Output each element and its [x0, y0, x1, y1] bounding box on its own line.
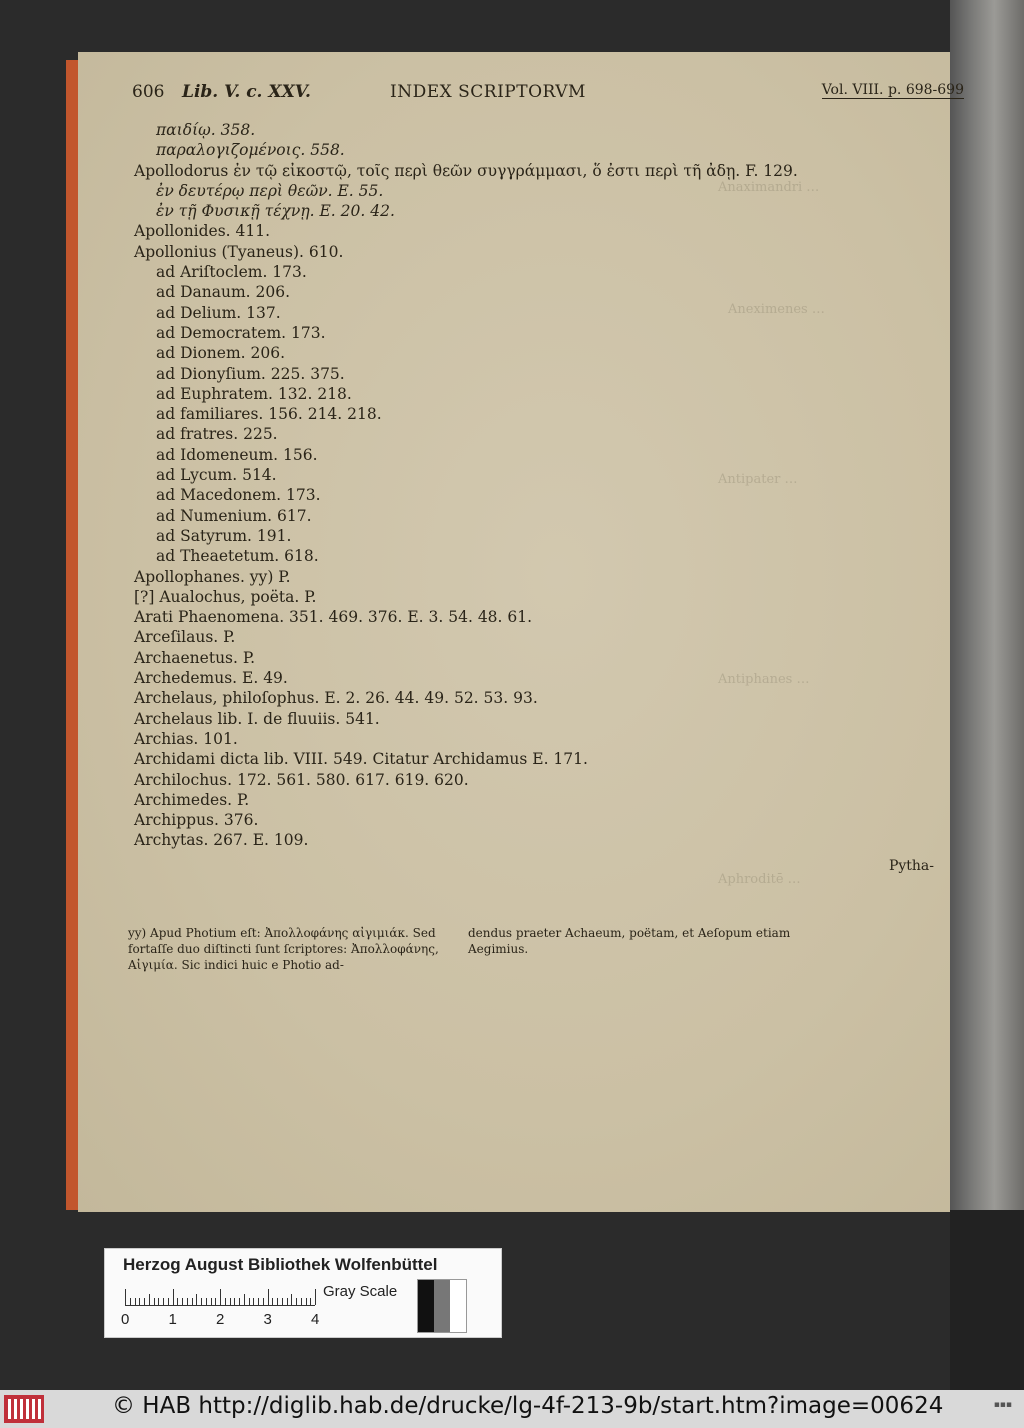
index-entry: ad fratres. 225.: [156, 425, 278, 444]
ruler-tick: [163, 1298, 164, 1305]
index-entry: ad Dionem. 206.: [156, 344, 286, 363]
index-entry: Archippus. 376.: [134, 811, 259, 830]
index-entry: Archidami dicta lib. VIII. 549. Citatur Archidamus E. 171.: [134, 750, 588, 769]
ruler-tick: [244, 1294, 245, 1305]
library-color-label: [104, 1248, 502, 1338]
ruler-tick: [211, 1298, 212, 1305]
index-entry: ad Democratem. 173.: [156, 323, 326, 342]
gray-scale-patch: [417, 1279, 467, 1333]
ruler-tick: [253, 1298, 254, 1305]
index-entry: ad Euphratem. 132. 218.: [156, 384, 352, 403]
ruler-tick: [154, 1298, 155, 1305]
ruler-number: 0: [121, 1311, 130, 1328]
index-entry: ad Satyrum. 191.: [156, 526, 292, 545]
catchword: Pytha-: [888, 858, 934, 874]
ruler-tick: [263, 1298, 264, 1305]
index-entry: ad Macedonem. 173.: [156, 486, 321, 505]
index-entry: ἐν δευτέρῳ περὶ θεῶν. E. 55.: [156, 181, 384, 200]
index-entry: Apollodorus ἐν τῷ εἰκοστῷ, τοῖς περὶ θεῶν συγγράμμασι, ὅ ἐστι περὶ τῆ ἀδῃ. F. 129.: [134, 161, 798, 180]
ruler-tick: [268, 1289, 269, 1305]
ruler-tick: [196, 1294, 197, 1305]
ruler-number: 3: [263, 1311, 272, 1328]
index-entry: ad Dionyſium. 225. 375.: [156, 364, 345, 383]
page-title: INDEX SCRIPTORVM: [390, 82, 586, 102]
source-url: © HAB http://diglib.hab.de/drucke/lg-4f-213-9b/start.htm?image=00624: [112, 1393, 944, 1419]
index-entry: Archilochus. 172. 561. 580. 617. 619. 620.: [134, 770, 469, 789]
ruler-tick: [215, 1298, 216, 1305]
ruler-tick: [206, 1298, 207, 1305]
volume-reference: Vol. VIII. p. 698-699: [821, 82, 964, 98]
index-entry: Archaenetus. P.: [134, 648, 256, 667]
index-entries: [134, 120, 834, 851]
ruler-tick: [249, 1298, 250, 1305]
ruler-tick: [139, 1298, 140, 1305]
ruler-number: 4: [311, 1311, 320, 1328]
index-entry: Archelaus, philoſophus. E. 2. 26. 44. 49. 52. 53. 93.: [134, 689, 538, 708]
ruler-number: 2: [216, 1311, 225, 1328]
index-entry: ad Delium. 137.: [156, 303, 281, 322]
index-entry: Archimedes. P.: [134, 790, 250, 809]
index-entry: παραλογιζομένοις. 558.: [156, 141, 345, 160]
hab-logo-icon: [4, 1395, 44, 1423]
index-entry: Archytas. 267. E. 109.: [134, 831, 309, 850]
ruler-tick: [130, 1298, 131, 1305]
ruler-tick: [177, 1298, 178, 1305]
index-entry: ad Lycum. 514.: [156, 466, 277, 485]
ruler-tick: [201, 1298, 202, 1305]
ruler-tick: [135, 1298, 136, 1305]
ruler-tick: [144, 1298, 145, 1305]
ruler-tick: [291, 1294, 292, 1305]
ruler-tick: [187, 1298, 188, 1305]
footnote-left-column: yy) Apud Photium eſt: Ἀπολλοφάνης αἰγιμιάκ. Sed fortaſſe duo diſtincti ſunt ſcriptores: Ἀπολλοφάνης, Αἰγιμία. Sic indici huic e Photio ad-: [128, 926, 439, 972]
index-entry: ad familiares. 156. 214. 218.: [156, 405, 382, 424]
index-entry: Archedemus. E. 49.: [134, 669, 288, 688]
index-entry: ad Numenium. 617.: [156, 506, 312, 525]
ruler-tick: [272, 1298, 273, 1305]
footer-bar: [0, 1390, 1024, 1428]
ruler-tick: [158, 1298, 159, 1305]
index-entry: Apollonius (Tyaneus). 610.: [134, 242, 344, 261]
index-entry: ad Idomeneum. 156.: [156, 445, 318, 464]
index-entry: Arceſilaus. P.: [134, 628, 236, 647]
scanned-page: Anaximandri … Aneximenes … Antipater … Antiphanes … Aphroditē …: [78, 52, 950, 1212]
index-entry: ἐν τῇ Φυσικῇ τέχνῃ. E. 20. 42.: [156, 202, 395, 221]
index-entry: Apollophanes. yy) P.: [134, 567, 291, 586]
ruler-tick: [234, 1298, 235, 1305]
ruler-tick: [301, 1298, 302, 1305]
ruler-tick: [225, 1298, 226, 1305]
footnote-right-column: dendus praeter Achaeum, poëtam, et Aeſopum etiam Aegimius.: [468, 926, 791, 956]
index-entry: ad Danaum. 206.: [156, 283, 291, 302]
gray-scale-label: Gray Scale: [323, 1283, 398, 1300]
index-entry: παιδίῳ. 358.: [156, 121, 256, 139]
index-entry: [?] Aualochus, poëta. P.: [134, 587, 317, 606]
ruler-tick: [258, 1298, 259, 1305]
ruler-tick: [306, 1298, 307, 1305]
ruler-tick: [149, 1294, 150, 1305]
scale-ruler: [125, 1287, 315, 1306]
footer-dots: ▪▪▪: [993, 1400, 1012, 1410]
ruler-tick: [168, 1298, 169, 1305]
index-entry: Arati Phaenomena. 351. 469. 376. E. 3. 54. 48. 61.: [134, 608, 533, 627]
index-entry: ad Theaetetum. 618.: [156, 547, 319, 566]
page-number: 606: [132, 82, 165, 102]
ruler-tick: [287, 1298, 288, 1305]
index-entry: Archelaus lib. I. de fluuiis. 541.: [134, 709, 380, 728]
ruler-tick: [310, 1298, 311, 1305]
ruler-tick: [182, 1298, 183, 1305]
ruler-tick: [282, 1298, 283, 1305]
running-header: [132, 82, 964, 104]
ruler-tick: [173, 1289, 174, 1305]
library-name: Herzog August Bibliothek Wolfenbüttel: [123, 1255, 438, 1274]
ruler-tick: [315, 1289, 316, 1305]
ruler-tick: [192, 1298, 193, 1305]
ruler-tick: [230, 1298, 231, 1305]
ruler-tick: [296, 1298, 297, 1305]
index-entry: Apollonides. 411.: [134, 222, 271, 241]
ruler-tick: [239, 1298, 240, 1305]
ruler-number: 1: [168, 1311, 177, 1328]
book-chapter-reference: Lib. V. c. XXV.: [182, 82, 311, 102]
index-entry: ad Ariſtoclem. 173.: [156, 263, 307, 282]
ruler-tick: [220, 1289, 221, 1305]
index-entry: Archias. 101.: [134, 729, 238, 748]
adjacent-page-edge: [950, 0, 1024, 1390]
ruler-tick: [277, 1298, 278, 1305]
ruler-tick: [125, 1289, 126, 1305]
